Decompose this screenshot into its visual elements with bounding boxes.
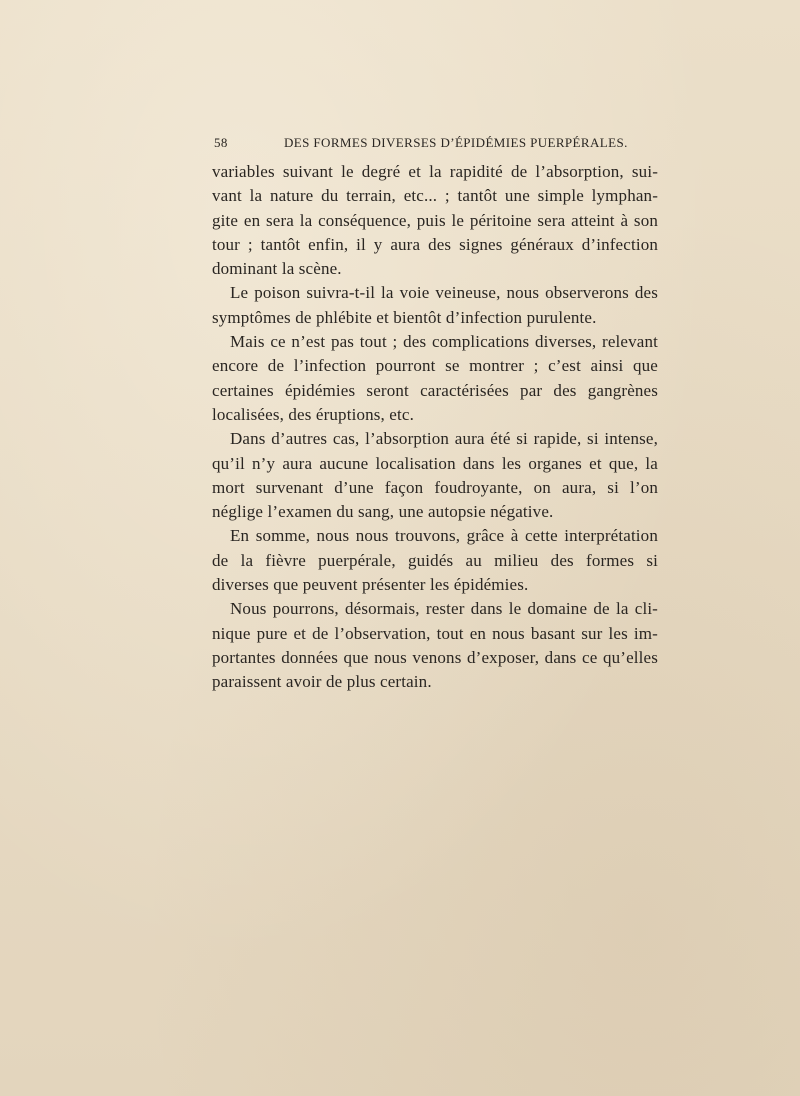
text-line: nique pure et de l’observation, tout en nous basant sur les im- (212, 623, 658, 643)
body-text (212, 160, 658, 695)
running-title: DES FORMES DIVERSES D’ÉPIDÉMIES PUERPÉRALES. (284, 135, 628, 150)
text-line: néglige l’examen du sang, une autopsie négative. (212, 502, 554, 522)
paragraph-first-line: En somme, nous nous trouvons, grâce à cette interprétation (230, 526, 658, 546)
text-line: encore de l’infection pourront se montrer ; c’est ainsi que (212, 356, 658, 376)
paragraph-first-line: Dans d’autres cas, l’absorption aura été si rapide, si intense, (230, 429, 658, 449)
text-line: certaines épidémies seront caractérisées par des gangrènes (212, 380, 658, 400)
page-number: 58 (214, 135, 228, 150)
paragraph-first-line: Le poison suivra-t-il la voie veineuse, nous observerons des (230, 283, 658, 303)
text-line: portantes données que nous venons d’exposer, dans ce qu’elles (212, 647, 658, 667)
text-line: gite en sera la conséquence, puis le péritoine sera atteint à son (212, 210, 658, 230)
text-line: de la fièvre puerpérale, guidés au milieu des formes si (212, 550, 658, 570)
text-line: tour ; tantôt enfin, il y aura des signes généraux d’infection (212, 234, 658, 254)
text-line: variables suivant le degré et la rapidité de l’absorption, sui- (212, 162, 658, 181)
text-line: dominant la scène. (212, 259, 342, 279)
paragraph-first-line: Nous pourrons, désormais, rester dans le domaine de la cli- (230, 599, 658, 619)
text-line: symptômes de phlébite et bientôt d’infection purulente. (212, 307, 597, 327)
text-line: diverses que peuvent présenter les épidémies. (212, 575, 529, 595)
page-header (214, 135, 654, 155)
text-line: mort survenant d’une façon foudroyante, on aura, si l’on (212, 477, 658, 497)
text-line: qu’il n’y aura aucune localisation dans les organes et que, la (212, 453, 658, 473)
paragraph-first-line: Mais ce n’est pas tout ; des complications diverses, relevant (230, 332, 658, 352)
text-line: paraissent avoir de plus certain. (212, 672, 432, 692)
text-line: vant la nature du terrain, etc... ; tantôt une simple lymphan- (212, 186, 658, 206)
text-line: localisées, des éruptions, etc. (212, 404, 414, 424)
